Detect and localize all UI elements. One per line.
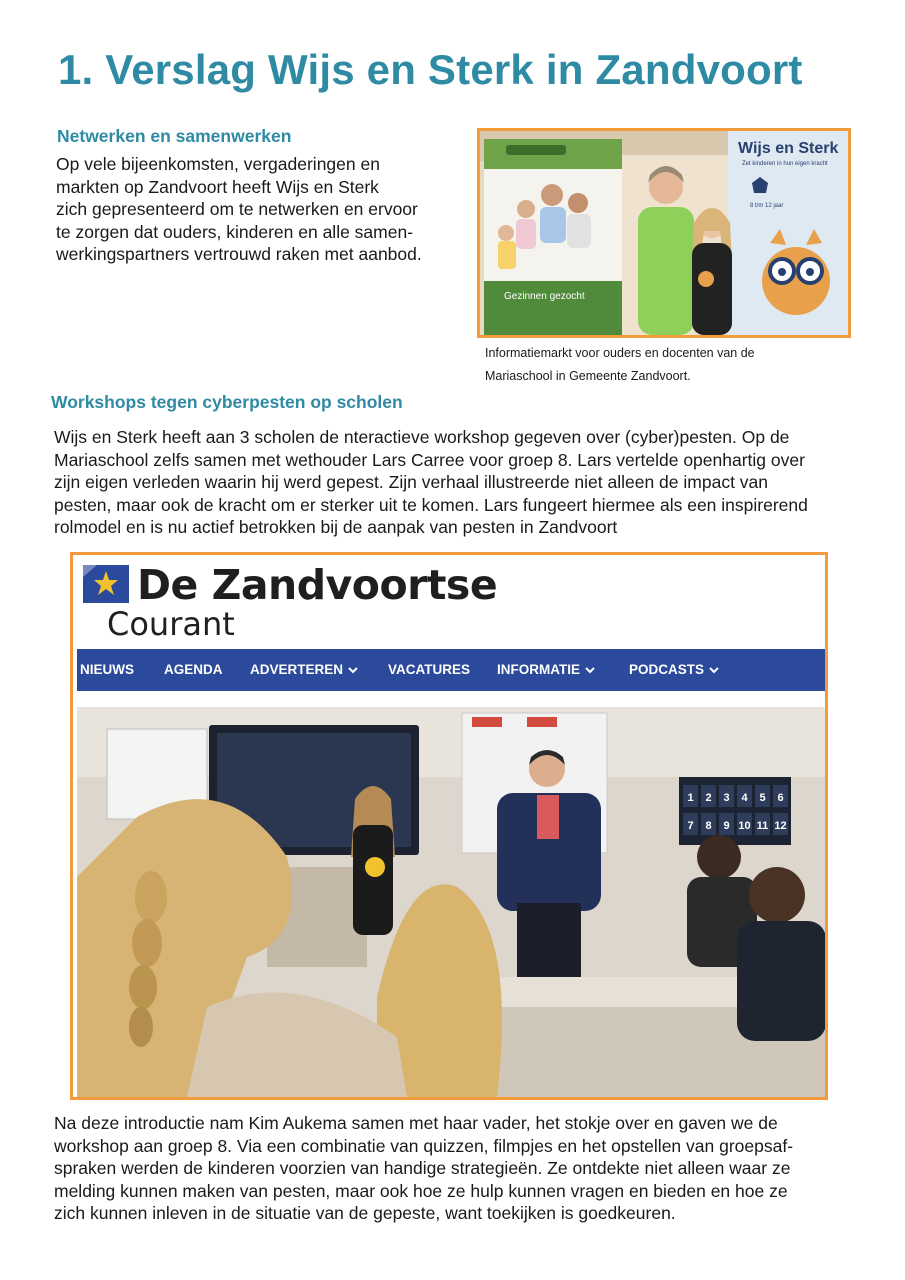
caption-line: Informatiemarkt voor ouders en docenten van de [485,346,755,360]
nav-label: AGENDA [164,662,223,677]
text-line: zich gepresenteerd om te netwerken en ervoor [56,199,418,220]
nav-label: ADVERTEREN [250,662,344,677]
nav-item-adverteren[interactable] [250,662,358,677]
board-number: 9 [723,820,730,832]
chevron-down-icon [709,665,719,675]
nav-item-podcasts[interactable] [629,662,719,677]
board-number: 1 [687,792,694,804]
text-line: Na deze introductie nam Kim Aukema samen met haar vader, het stokje over en gaven we de [54,1113,778,1133]
section-heading-workshops: Workshops tegen cyberpesten op scholen [51,392,403,412]
text-line: melding kunnen maken van pesten, maar ook hoe ze hulp kunnen vragen en bieden en hoe ze [54,1180,788,1201]
board-number: 6 [777,792,784,804]
board-number: 8 [705,820,712,832]
banner-tagline: Zet kinderen in hun eigen kracht [742,161,828,167]
text-line: te zorgen dat ouders, kinderen en alle samen- [56,221,414,242]
informatiemarkt-photo [477,128,851,338]
text-line: Mariaschool zelfs samen met wethouder Lars Carree voor groep 8. Lars vertelde openhartig over [54,449,805,470]
text-line: rolmodel en is nu actief betrokken bij de aanpak van pesten in Zandvoort [54,517,618,538]
age-badge: 8 t/m 12 jaar [750,203,784,209]
classroom-illustration [77,707,826,1097]
section-heading-netwerken: Netwerken en samenwerken [57,126,292,146]
newspaper-subtitle: Courant [107,605,235,643]
page-title: 1. Verslag Wijs en Sterk in Zandvoort [58,46,803,93]
chevron-down-icon [348,665,358,675]
text-line: markten op Zandvoort heeft Wijs en Sterk [56,176,379,197]
chevron-down-icon [585,665,595,675]
nav-item-informatie[interactable] [497,662,595,677]
text-line: pesten, maar ook de kracht om er sterker uit te komen. Lars fungeert hiermee als een inspirerend [54,494,808,515]
text-line: zijn eigen verleden waarin hij werd gepest. Zijn verhaal illustreerde niet alleen de impact van [54,472,769,493]
caption-line: Mariaschool in Gemeente Zandvoort. [485,369,691,383]
nav-label: INFORMATIE [497,662,580,677]
newspaper-screenshot [70,552,828,1100]
newspaper-name: De Zandvoortse [137,561,498,609]
board-number: 11 [756,820,769,832]
photo1-caption [485,342,755,388]
board-number: 7 [687,820,694,832]
section3-paragraph [54,1112,793,1225]
nav-label: VACATURES [388,662,471,677]
newspaper-header [73,555,825,647]
board-number: 2 [705,792,712,804]
text-line: zich kunnen inleven in de situatie van de gepeste, want toekijken is goedkeuren. [54,1203,676,1224]
classroom-photo [77,707,826,1097]
zandvoort-crest-icon [83,565,129,603]
text-line: workshop aan groep 8. Via een combinatie van quizzen, filmpjes en het opstellen van groepsaf- [54,1135,794,1156]
board-number: 10 [738,820,751,832]
banner-title: Wijs en Sterk [738,140,839,157]
nav-item-nieuws[interactable] [80,662,134,677]
section2-paragraph [54,426,808,539]
informatiemarkt-illustration [480,131,848,335]
flyer-text: Gezinnen gezocht [504,291,585,302]
board-number: 3 [723,792,730,804]
nav-label: PODCASTS [629,662,705,677]
newspaper-navbar [77,649,826,691]
nav-label: NIEUWS [80,662,134,677]
text-line: Wijs en Sterk heeft aan 3 scholen de nteractieve workshop gegeven over (cyber)pesten. Op de [54,427,790,447]
board-number: 5 [759,792,766,804]
nav-item-vacatures[interactable] [388,662,470,677]
text-line: spraken werden de kinderen voorzien van handige strategieën. Ze ontdekte niet alleen waar ze [54,1158,791,1179]
text-line: Op vele bijeenkomsten, vergaderingen en [56,154,380,174]
nav-item-agenda[interactable] [164,662,223,677]
board-number: 4 [741,792,748,804]
board-number: 12 [774,820,787,832]
text-line: werkingspartners vertrouwd raken met aanbod. [56,244,422,265]
section1-paragraph [56,153,422,266]
